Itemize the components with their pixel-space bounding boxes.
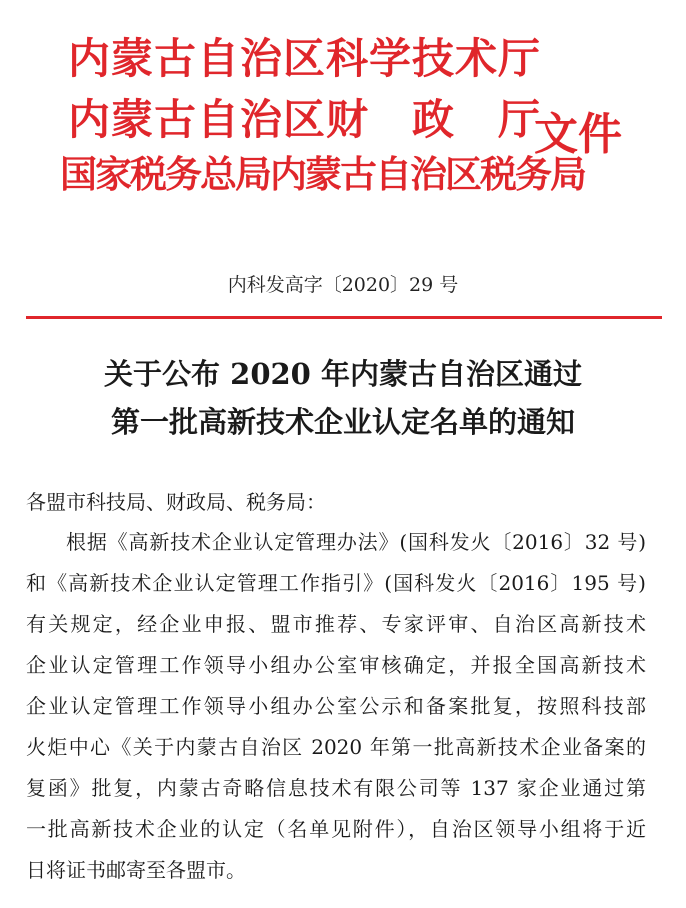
issuer-science-tech-dept: 内蒙古自治区科学技术厅 <box>68 34 542 83</box>
salutation: 各盟市科技局、财政局、税务局： <box>26 490 326 514</box>
body-line: 和《高新技术企业认定管理工作指引》(国科发火〔2016〕195 号) <box>26 571 646 595</box>
body-line: 企业认定管理工作领导小组办公室公示和备案批复，按照科技部 <box>26 694 646 718</box>
body-line: 有关规定，经企业申报、盟市推荐、专家评审、自治区高新技术 <box>26 612 646 636</box>
body-line: 根据《高新技术企业认定管理办法》(国科发火〔2016〕32 号) <box>66 530 646 554</box>
notice-title-line-2: 第一批高新技术企业认定名单的通知 <box>110 405 575 439</box>
issuer-finance-dept: 内蒙古自治区财 政 厅 <box>68 95 542 144</box>
issuer-tax-bureau: 国家税务总局内蒙古自治区税务局 <box>60 153 585 196</box>
red-divider-line <box>26 316 662 319</box>
body-line-last: 日将证书邮寄至各盟市。 <box>26 858 246 882</box>
notice-title-line-1: 关于公布 2020 年内蒙古自治区通过 <box>104 357 582 391</box>
letterhead <box>0 0 686 240</box>
document-type-label: 文件 <box>534 109 622 160</box>
body-line: 火炬中心《关于内蒙古自治区 2020 年第一批高新技术企业备案的 <box>26 735 646 759</box>
body-line: 企业认定管理工作领导小组办公室审核确定，并报全国高新技术 <box>26 653 646 677</box>
document-number: 内科发高字〔2020〕29 号 <box>227 274 459 296</box>
body-line: 一批高新技术企业的认定（名单见附件），自治区领导小组将于近 <box>26 817 646 841</box>
body-line: 复函》批复，内蒙古奇略信息技术有限公司等 137 家企业通过第 <box>26 776 646 800</box>
